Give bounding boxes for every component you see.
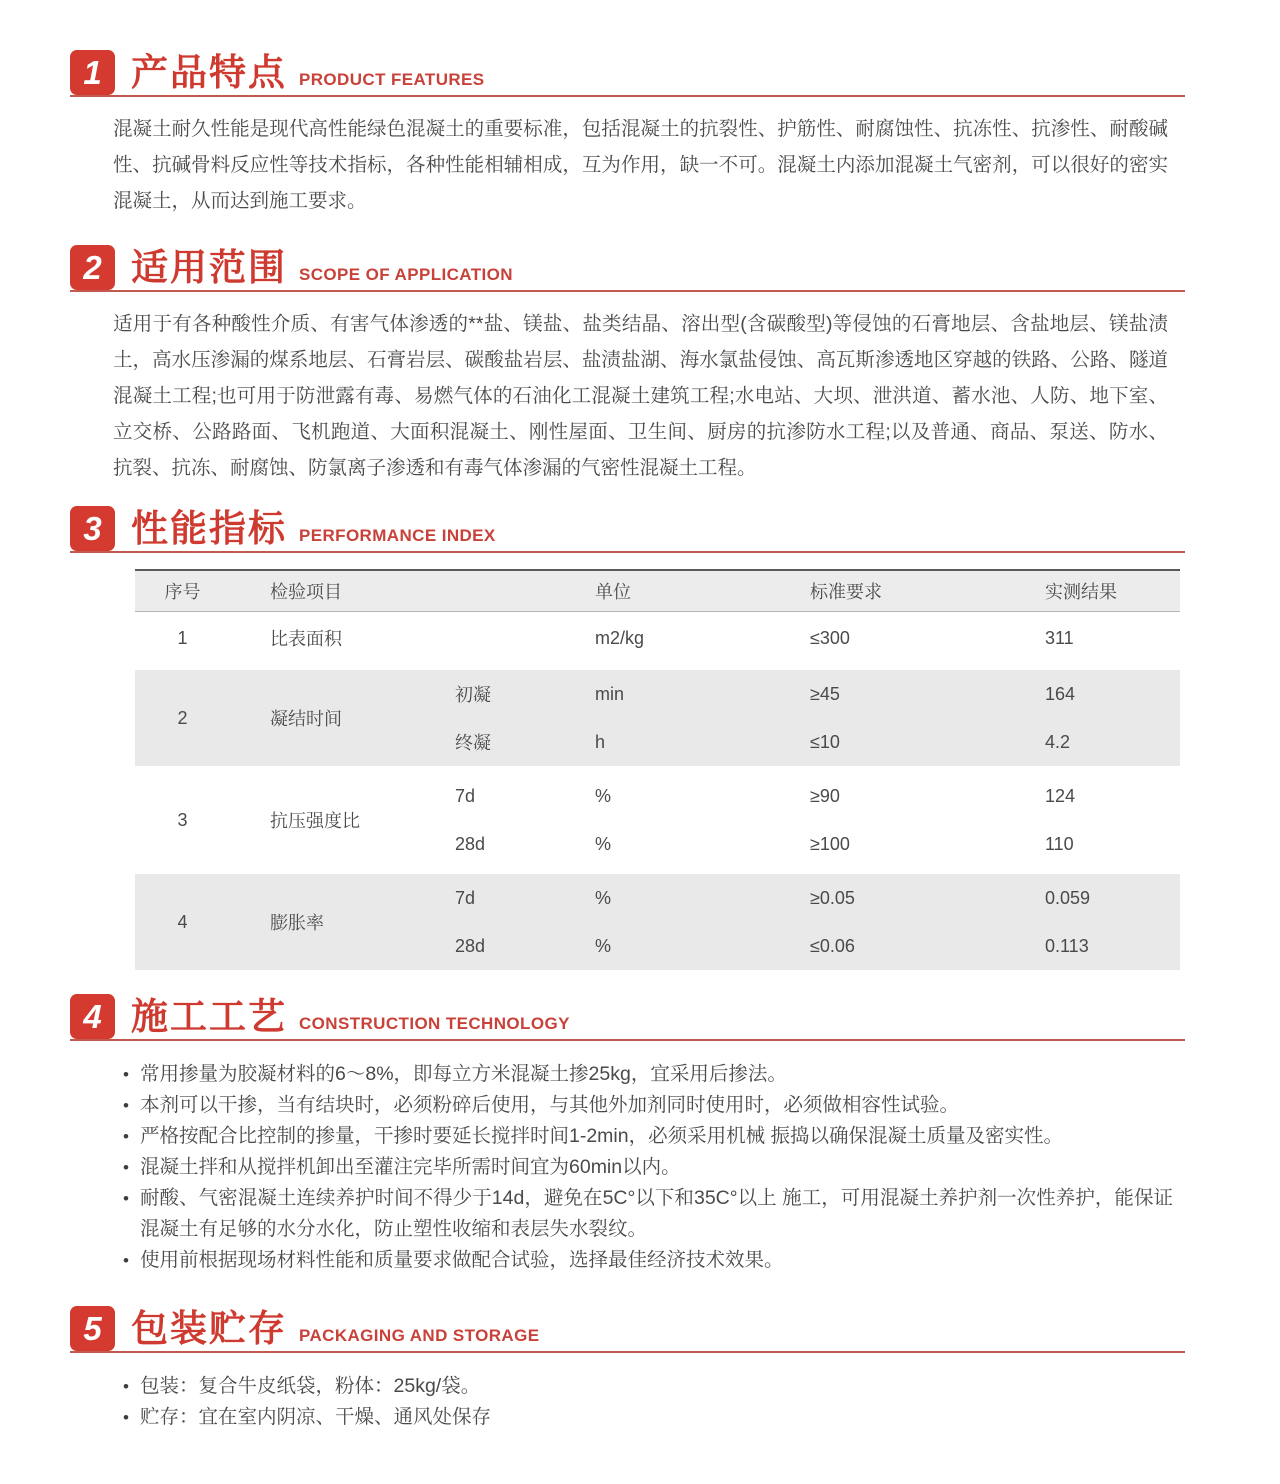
cell-subitem: 7d <box>455 785 476 806</box>
cell-result: 0.059 <box>1045 887 1091 908</box>
cell-standard: ≥90 <box>810 785 840 806</box>
cell-result: 164 <box>1045 683 1076 704</box>
table-row <box>135 670 1180 766</box>
section-performance-index <box>70 506 1185 970</box>
section-1-paragraph: 混凝土耐久性能是现代高性能绿色混凝土的重要标准，包括混凝土的抗裂性、护筋性、耐腐蚀性、抗冻性、抗渗性、耐酸碱性、抗碱骨料反应性等技术指标，各种性能相辅相成，互为作用，缺一不可。混凝土内添加混凝土气密剂，可以很好的密实混凝土，从而达到施工要求。 <box>113 118 1168 212</box>
section-5-number-badge: 5 <box>70 1306 115 1351</box>
cell-result: 124 <box>1045 785 1076 806</box>
table-header-row <box>135 569 1180 612</box>
section-2-paragraph: 适用于有各种酸性介质、有害气体渗透的**盐、镁盐、盐类结晶、溶出型(含碳酸型)等侵蚀的石膏地层、含盐地层、镁盐渍土，高水压渗漏的煤系地层、石膏岩层、碳酸盐岩层、盐渍盐湖、海水氯盐侵蚀、高瓦斯渗透地区穿越的铁路、公路、隧道混凝土工程;也可用于防泄露有毒、易燃气体的石油化工混凝土建筑工程;水电站、大坝、泄洪道、蓄水池、人防、地下室、立交桥、公路路面、飞机跑道、大面积混凝土、刚性屋面、卫生间、厨房的抗渗防水工程;以及普通、商品、泵送、防水、抗裂、抗冻、耐腐蚀、防氯离子渗透和有毒气体渗漏的气密性混凝土工程。 <box>113 313 1168 479</box>
col-header-standard: 标准要求 <box>810 582 882 602</box>
section-4-number-badge: 4 <box>70 994 115 1039</box>
cell-item: 膨胀率 <box>270 913 324 933</box>
bullet-item: • 包装：复合牛皮纸袋，粉体：25kg/袋。 <box>123 1371 1173 1402</box>
table-row <box>135 612 1180 664</box>
section-scope-of-application <box>70 245 1185 486</box>
construction-bullet-list <box>123 1059 1173 1276</box>
bullet-item: • 本剂可以干掺，当有结块时，必须粉碎后使用，与其他外加剂同时使用时，必须做相容性试验。 <box>123 1090 1173 1121</box>
cell-result: 0.113 <box>1045 935 1089 956</box>
cell-subitem: 28d <box>455 935 486 956</box>
cell-result: 110 <box>1045 833 1074 854</box>
cell-item: 抗压强度比 <box>270 811 360 831</box>
section-1-header <box>70 50 1185 97</box>
section-product-features <box>70 50 1185 219</box>
section-3-number-badge: 3 <box>70 506 115 551</box>
cell-subitem: 终凝 <box>455 733 491 753</box>
performance-table <box>135 569 1180 970</box>
bullet-item: • 严格按配合比控制的掺量，干掺时要延长搅拌时间1-2min，必须采用机械 振捣以确保混凝土质量及密实性。 <box>123 1121 1173 1152</box>
cell-subitem: 28d <box>455 833 486 854</box>
bullet-item: • 混凝土拌和从搅拌机卸出至灌注完毕所需时间宜为60min以内。 <box>123 1152 1173 1183</box>
table-row <box>135 874 1180 970</box>
cell-standard: ≥45 <box>810 683 840 704</box>
cell-unit: % <box>595 887 612 908</box>
bullet-item: • 贮存：宜在室内阴凉、干燥、通风处保存 <box>123 1402 1173 1433</box>
section-2-subtitle-en: SCOPE OF APPLICATION <box>299 265 513 284</box>
section-3-subtitle-en: PERFORMANCE INDEX <box>299 526 496 545</box>
section-4-header <box>70 994 1185 1041</box>
cell-unit: % <box>595 935 612 956</box>
bullet-item: • 耐酸、气密混凝土连续养护时间不得少于14d，避免在5C°以下和35C°以上 施工，可用混凝土养护剂一次性养护，能保证混凝土有足够的水分水化，防止塑性收缩和表层失水裂纹。 <box>123 1183 1173 1245</box>
bullet-item: • 常用掺量为胶凝材料的6～8%，即每立方米混凝土掺25kg，宜采用后掺法。 <box>123 1059 1173 1090</box>
section-5-title: 包装贮存 <box>131 1308 287 1349</box>
cell-result: 4.2 <box>1045 731 1071 752</box>
section-3-header <box>70 506 1185 553</box>
section-packaging-storage <box>70 1306 1185 1433</box>
cell-no: 4 <box>177 911 188 932</box>
section-2-title: 适用范围 <box>131 247 287 288</box>
section-1-number-badge: 1 <box>70 50 115 95</box>
cell-unit: h <box>595 731 606 752</box>
cell-standard: ≤300 <box>810 627 850 648</box>
section-5-subtitle-en: PACKAGING AND STORAGE <box>299 1326 540 1345</box>
section-4-subtitle-en: CONSTRUCTION TECHNOLOGY <box>299 1014 570 1033</box>
cell-standard: ≤0.06 <box>810 935 855 956</box>
col-header-result: 实测结果 <box>1045 582 1117 602</box>
cell-standard: ≥0.05 <box>810 887 855 908</box>
cell-standard: ≥100 <box>810 833 850 854</box>
section-1-title: 产品特点 <box>131 52 287 93</box>
cell-item: 凝结时间 <box>270 709 342 729</box>
section-2-header <box>70 245 1185 292</box>
cell-no: 3 <box>177 809 188 830</box>
col-header-no: 序号 <box>164 582 201 602</box>
section-3-title: 性能指标 <box>131 508 287 549</box>
cell-no: 1 <box>177 627 188 648</box>
cell-unit: % <box>595 833 612 854</box>
cell-unit: % <box>595 785 612 806</box>
packaging-bullet-list <box>123 1371 1173 1433</box>
section-1-subtitle-en: PRODUCT FEATURES <box>299 70 485 89</box>
cell-standard: ≤10 <box>810 731 840 752</box>
section-4-title: 施工工艺 <box>131 996 287 1037</box>
section-5-header <box>70 1306 1185 1353</box>
col-header-item: 检验项目 <box>270 582 342 602</box>
cell-subitem: 初凝 <box>455 685 491 705</box>
cell-no: 2 <box>177 707 188 728</box>
section-2-number-badge: 2 <box>70 245 115 290</box>
table-row <box>135 772 1180 868</box>
cell-unit: min <box>595 683 625 704</box>
cell-subitem: 7d <box>455 887 476 908</box>
bullet-item: • 使用前根据现场材料性能和质量要求做配合试验，选择最佳经济技术效果。 <box>123 1245 1173 1276</box>
section-construction-technology <box>70 994 1185 1276</box>
col-header-unit: 单位 <box>595 582 631 602</box>
cell-result: 311 <box>1045 627 1074 648</box>
cell-unit: m2/kg <box>595 627 645 648</box>
cell-item: 比表面积 <box>270 629 342 649</box>
